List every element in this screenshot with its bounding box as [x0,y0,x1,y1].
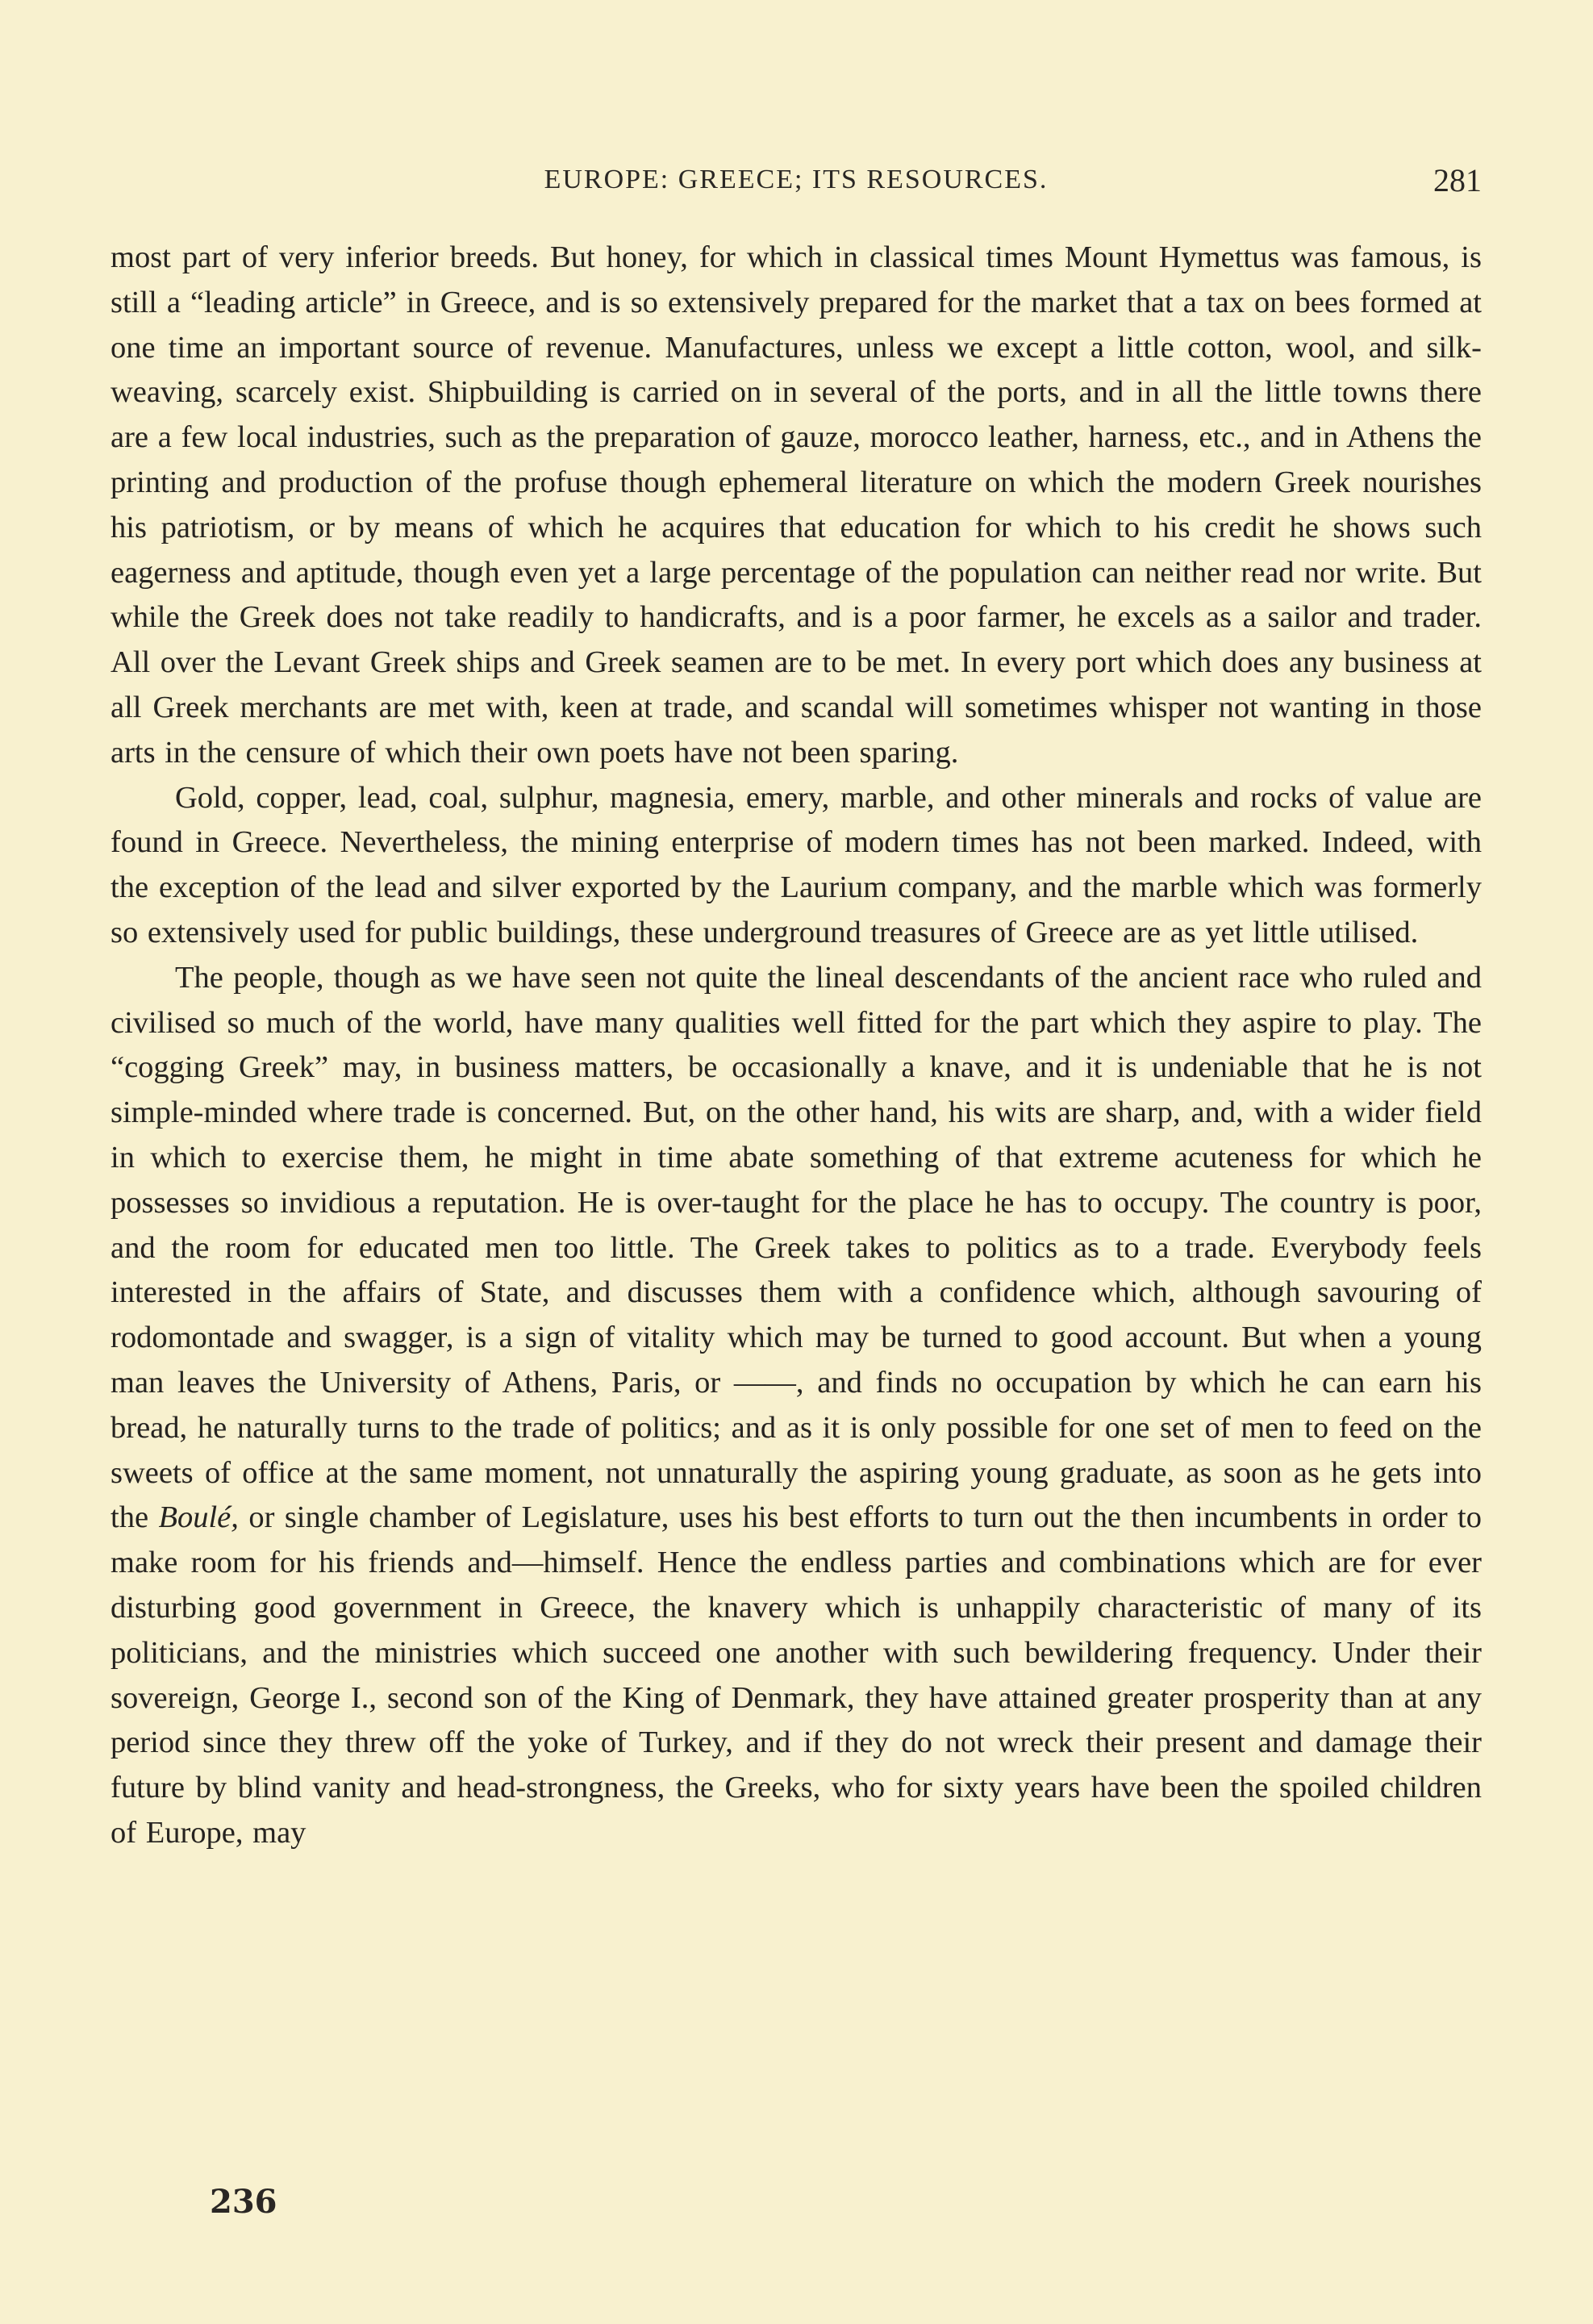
signature-mark: 236 [210,2183,277,2221]
italic-term-boule: Boulé, [158,1500,239,1535]
paragraph-2: Gold, copper, lead, coal, sulphur, magnesia, emery, marble, and other minerals and rocks of value are found in Greece. Nevertheless, the mining enterprise of modern times has not been marked. Indeed, with the exception of the lead and silver exported by the Laurium company, and the marble which was formerly so extensively used for public buildings, these underground treasures of Greece are as yet little utilised. [111,780,1482,949]
body-text [111,236,1482,1856]
page-header [111,158,1482,207]
paragraph-3 [111,956,1482,1856]
page-number: 281 [1433,162,1482,198]
paragraph-3-part-2: or single chamber of Legislature, uses his best efforts to turn out the then incumbents in order to make room for his friends and—himself. Hence the endless parties and combinations which are for ever disturbing good government in Greece, the knavery which is unhappily characteristic of many of its politicians, and the ministries which succeed one another with such bewildering frequency. Under their sovereign, George I., second son of the King of Denmark, they have attained greater prosperity than at any period since they threw off the yoke of Turkey, and if they do not wreck their present and damage their future by blind vanity and head-strongness, the Greeks, who for sixty years have been the spoiled children of Europe, may [111,1500,1482,1850]
paragraph-3-part-1: The people, though as we have seen not quite the lineal descendants of the ancient race who ruled and civilised so much of the world, have many qualities well fitted for the part which they aspire to play. The “cogging Greek” may, in business matters, be occasionally a knave, and it is undeniable that he is not simple-minded where trade is concerned. But, on the other hand, his wits are sharp, and, with a wider field in which to exercise them, he might in time abate something of that extreme acuteness for which he possesses so invidious a reputation. He is over-taught for the place he has to occupy. The country is poor, and the room for educated men too little. The Greek takes to politics as to a trade. Everybody feels interested in the affairs of State, and discusses them with a confidence which, although savouring of rodomontade and swagger, is a sign of vitality which may be turned to good account. But when a young man leaves the University of Athens, Paris, or ——, and finds no occupation by which he can earn his bread, he naturally turns to the trade of politics; and as it is only possible for one set of men to feed on the sweets of office at the same moment, not unnaturally the aspiring young graduate, as soon as he gets into the [111,960,1482,1535]
paragraph-1: most part of very inferior breeds. But honey, for which in classical times Mount Hymettus was famous, is still a “leading article” in Greece, and is so extensively prepared for the market that a tax on bees formed at one time an important source of revenue. Manufactures, unless we except a little cotton, wool, and silk-weaving, scarcely exist. Shipbuilding is carried on in several of the ports, and in all the little towns there are a few local industries, such as the preparation of gauze, morocco leather, harness, etc., and in Athens the printing and production of the profuse though ephemeral literature on which the modern Greek nourishes his patriotism, or by means of which he acquires that education for which to his credit he shows such eagerness and aptitude, though even yet a large percentage of the population can neither read nor write. But while the Greek does not take readily to handicrafts, and is a poor farmer, he excels as a sailor and trader. All over the Levant Greek ships and Greek seamen are to be met. In every port which does any business at all Greek merchants are met with, keen at trade, and scandal will sometimes whisper not wanting in those arts in the censure of which their own poets have not been sparing. [111,240,1482,770]
running-head: EUROPE: GREECE; ITS RESOURCES. [544,165,1049,194]
